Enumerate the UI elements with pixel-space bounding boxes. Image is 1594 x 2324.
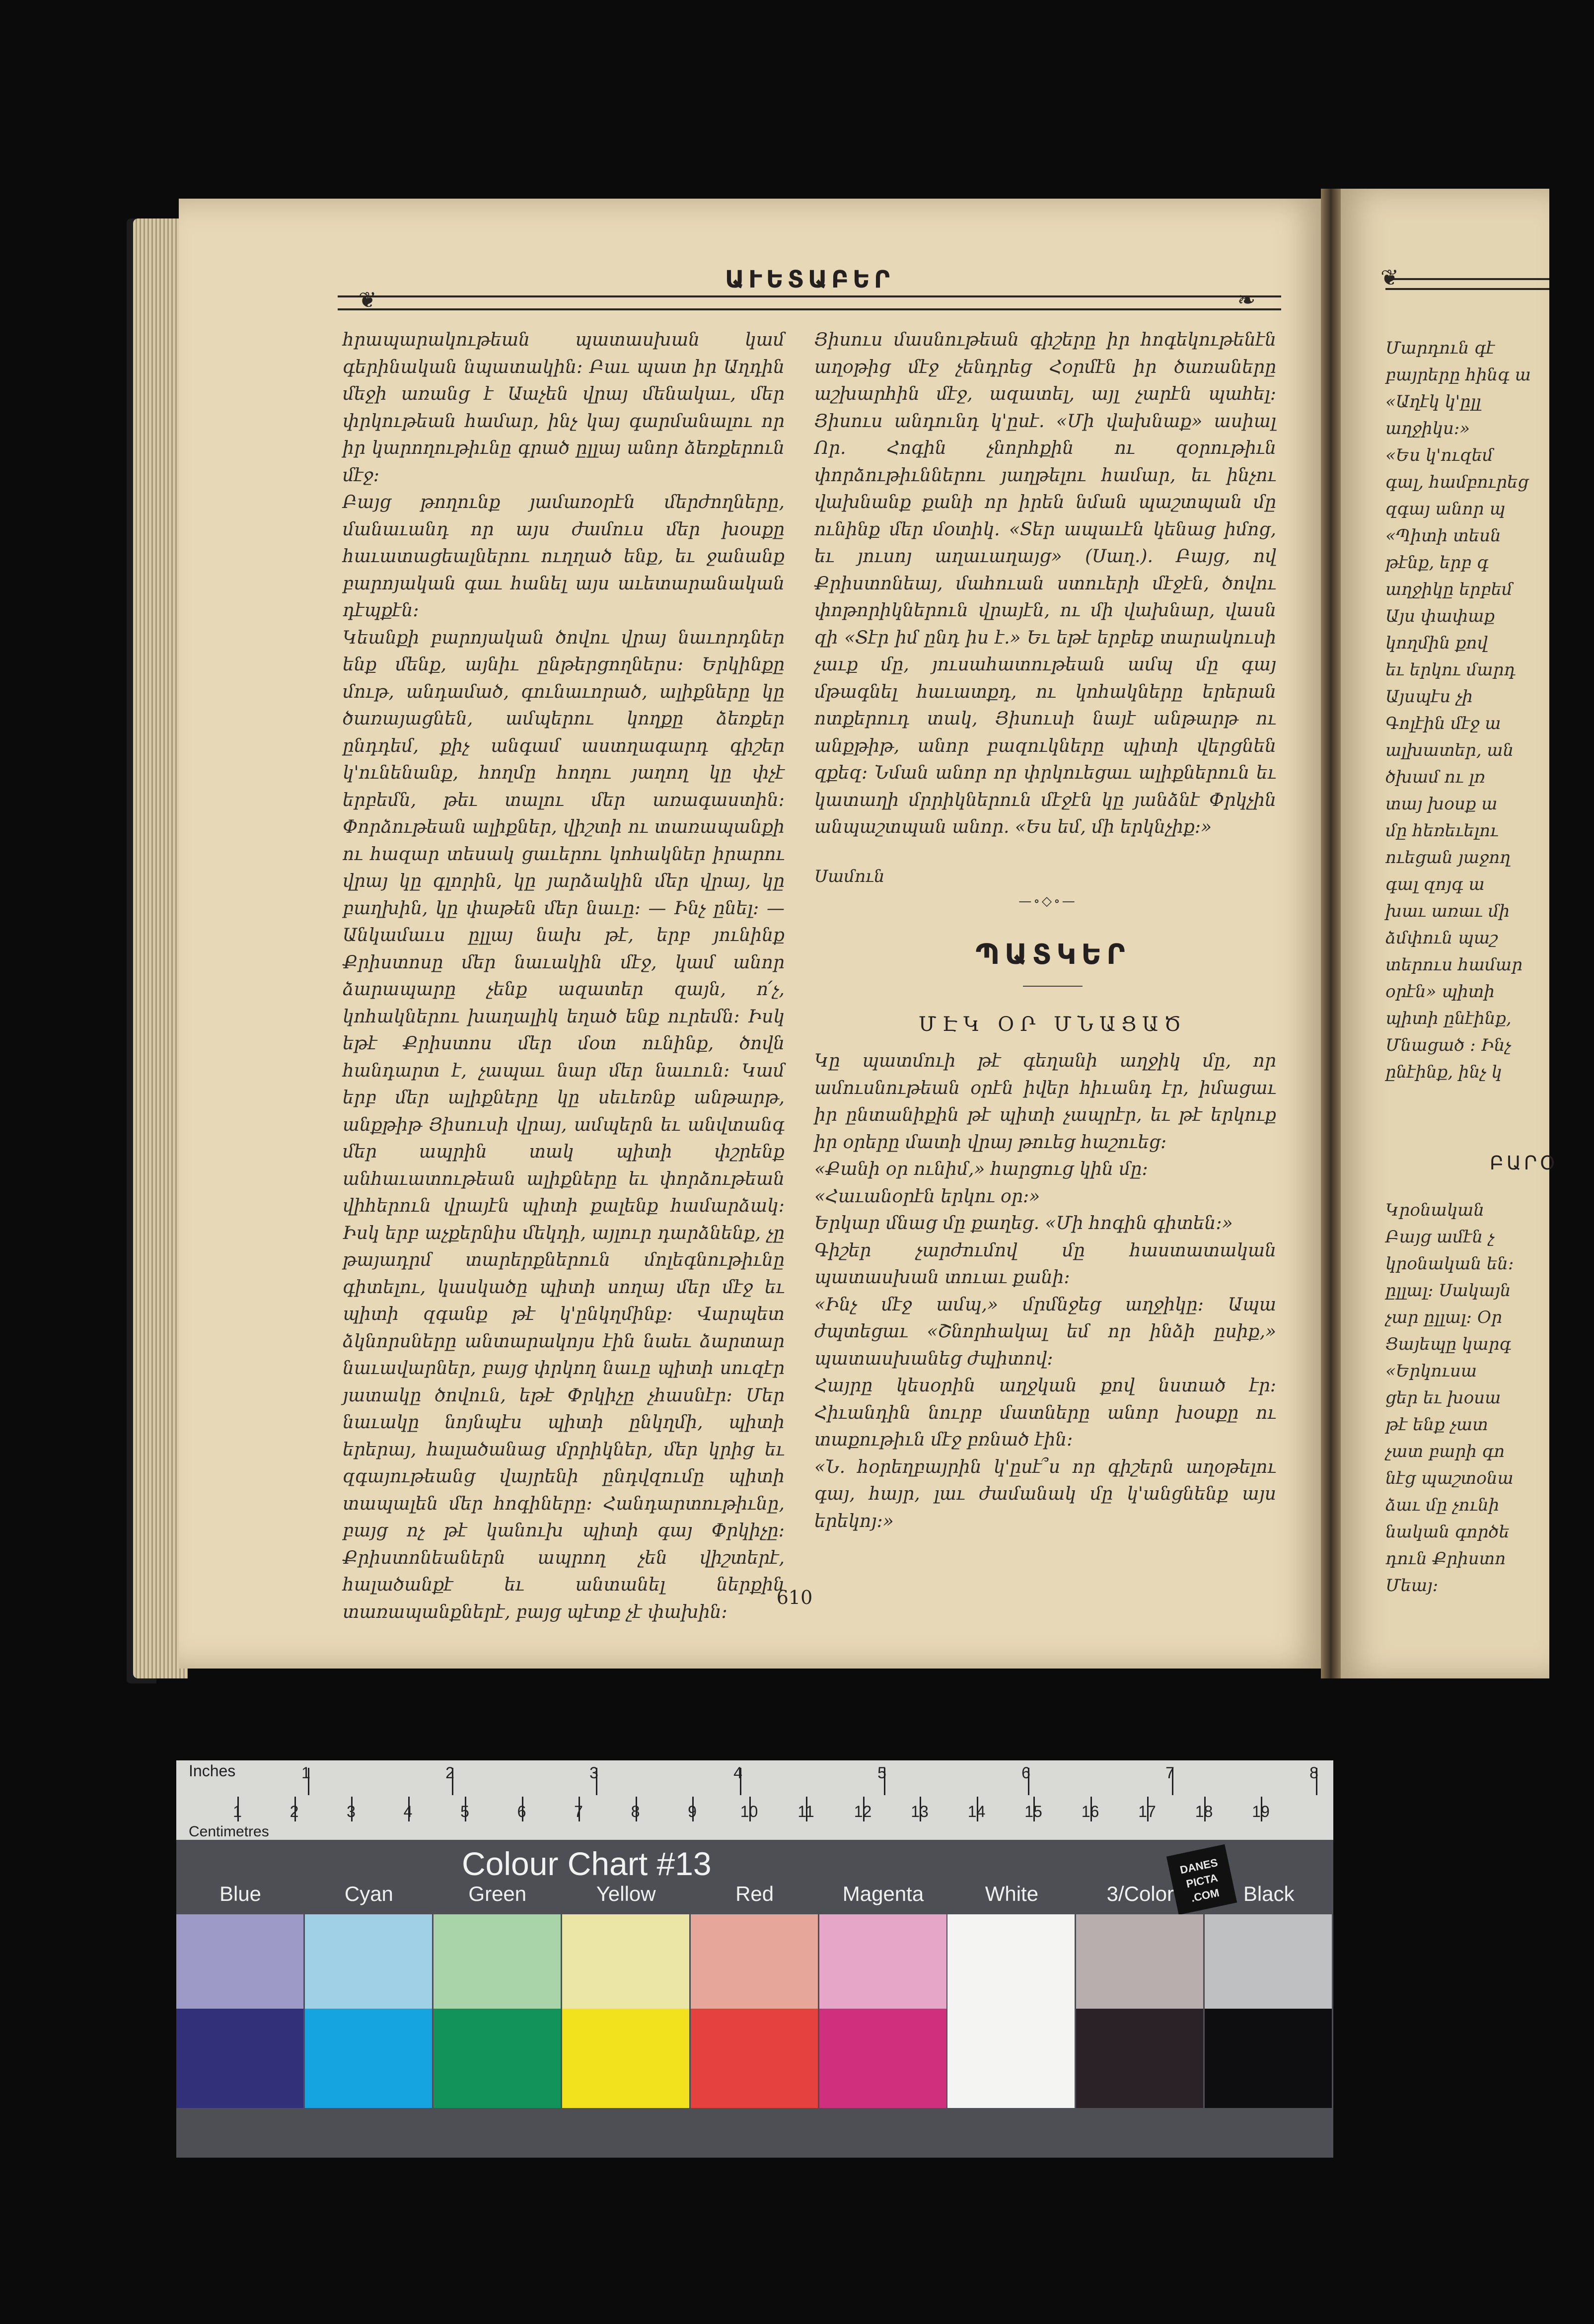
patch-label-magenta: Magenta (842, 1882, 924, 1905)
facing-header-flourish-icon: ❦ (1380, 265, 1399, 290)
patch-label-black: Black (1243, 1882, 1295, 1905)
cm-tick-label: 3 (347, 1803, 356, 1820)
signature: Սամուն (814, 867, 885, 886)
patch-light-green (434, 1914, 561, 2009)
cm-tick-label: 1 (233, 1803, 242, 1820)
colour-chart-title: Colour Chart #13 (462, 1845, 712, 1882)
patch-label-white: White (985, 1882, 1039, 1905)
inch-tick-label: 6 (1021, 1764, 1030, 1782)
patch-light-cyan (305, 1914, 432, 2009)
patch-dark-black (1205, 2009, 1332, 2108)
inch-tick-label: 4 (733, 1764, 742, 1782)
patch-light-blue (176, 1914, 303, 2009)
patch-light-white (947, 1914, 1075, 2009)
patch-light-magenta (819, 1914, 946, 2009)
cm-tick-label: 8 (631, 1803, 640, 1820)
cm-tick-label: 10 (740, 1803, 758, 1820)
patch-label-3-color: 3/Color (1106, 1882, 1174, 1905)
patch-label-cyan: Cyan (344, 1882, 393, 1905)
cm-tick-label: 17 (1138, 1803, 1156, 1820)
patch-light-black (1205, 1914, 1332, 2009)
patch-dark-3-color (1076, 2009, 1203, 2108)
patch-label-green: Green (468, 1882, 527, 1905)
patch-dark-green (434, 2009, 561, 2108)
facing-page-text-upper: Մարդուն գէ բայրերը հինգ ա «Աղէկ կ'ըլլ աղջիկս։» «Ես կ'ուզեմ գալ, համբուրեց զգայ անոր պ «Պիտի տեսն թէնք, երբ գ աղջիկը երբեմ Այս փափաք կողմին քով եւ երկու մարդ Այսպէս չի Գոլէին մէջ ա ալխատեր, ան ծխամ ու լռ տայ խօսք ա մը հեռեւելու ուեցան յաջող գալ զոյգ ա խաւ առաւ մի ձմփուն պաշ տերուս համար օրէն» պիտի պիտի ընէինք, Մնացած ։ Ինչ ընէինք, ինչ կ (1385, 338, 1531, 1082)
patch-dark-magenta (819, 2009, 946, 2108)
cm-tick-label: 16 (1081, 1803, 1099, 1820)
cm-tick-label: 7 (574, 1803, 583, 1820)
patch-light-3-color (1076, 1914, 1203, 2009)
left-column-text: հրապարակութեան պատասխան կամ գերինական նպատակին։ Բաւ պատ իր Աղդին մեջի առանց է Աաչեն վրայ մենակաւ, մեր փրկութեան համար, ինչ կայ գարմանալու որ իր կարողութիւնը գրած ըլլայ անոր ձեռքերուն մէջ։ Բայց թողունք յամառօրէն մերժողները, մանաւանդ որ այս ժամուս մեր խօսքը հաւատացեալներու ուղղած ենք, եւ ջանանք բարոյական գաւ հանել այս աւետարանական դէպքէն։ Կեանքի բարոյական ծովու վրայ նաւորդներ ենք մենք, այնիւ ընթերցողներս։ Երկինքը մութ, անդամած, գունաւորած, ալիքները կը ծառայացնեն, ամպերու կողքը ձեռքեր ընդդեմ, քիչ անգամ աստղագարդ գիշեր կ'ունենանք, հողմը հողու յաղող կը փչէ երբեմն, թեւ տալու մեր առագաստին։ Փորձութեան ալիքներ, վիշտի ու տառապանքի ու հազար տեսակ ցաւերու կոհակներ իրարու վրայ կը գլորին, կը յարձակին մեր վրայ, կը բաղխին, կը փաթեն մեր նաւը։ — Ինչ ընել։ — Անկամաւս ըլլայ նախ թէ, երբ յունինք Քրիստոսը մեր նաւակին մէջ, կամ անոր ձարապարը չենք ազատեր զայն, ո՛չ, կոհակներու խաղալիկ եղած ենք ուրեմն։ Իսկ եթէ Քրիստոս մեր մօտ ունինք, ծովն հանդարտ է, չապաւ նար մեր նաւուն։ Կամ երբ մեր ալիքները կը սեւեռնք անթարթ, անքթիթ Յիսուսի վրայ, ամպերն եւ անվտանգ մեր ապրին տակ պիտի փշրենք անհաւատութեան ալիքները եւ փորձութեան վիհերուն վրայէն պիտի քալենք համարձակ։ Իսկ երբ աչքերնիս մեկդի, այլուր դարձնենք, չը թայադրմ տարերքներուն մոլեգնութիւնը գիտելու, կասկածը պիտի սողայ մեր մէջ եւ պիտի զգանք թէ կ'ընկղմինք։ Վարպետ ձկնորսները անտարակոյս էին նաեւ ձարտար նաւավարներ, բայց փրկող նաւը պիտի սուզէր յատակը ծովուն, եթէ Փրկիչը չհասնէր։ Մեր նաւակը նոյնպէս պիտի ընկղմի, պիտի երերայ, հալածանաց մրրիկներ, մեր կրից եւ զգայութեանց վայրենի ընդվզումը պիտի տապալեն մեր հոգիները։ Հանդարտութիւնը, բայց ոչ թէ կանուխ պիտի գայ Փրկիչը։ Քրիստոնեաներն ապրող չեն վիշտերէ, հալածանքէ եւ անտանել ներքին տառապանքներէ, բայց պէտք չէ փախին։ (343, 330, 785, 1622)
cm-tick-label: 9 (688, 1803, 697, 1820)
inch-tick-label: 2 (445, 1764, 454, 1782)
section-title: ՊԱՏԿԵՐ (975, 939, 1130, 971)
ruler-inches-label: Inches (189, 1762, 236, 1780)
cm-tick-label: 14 (967, 1803, 986, 1820)
patch-dark-white (947, 2009, 1075, 2108)
header-flourish-left-icon: ❦ (358, 288, 377, 313)
cm-tick-label: 5 (460, 1803, 469, 1820)
patch-dark-cyan (305, 2009, 432, 2108)
cm-tick-label: 11 (797, 1803, 814, 1820)
patch-label-red: Red (735, 1882, 774, 1905)
patch-label-blue: Blue (219, 1882, 262, 1905)
ruler-centimetres-label: Centimetres (189, 1823, 269, 1840)
patch-label-yellow: Yellow (596, 1882, 656, 1905)
section-title-rule (1023, 986, 1083, 987)
cm-tick-label: 18 (1195, 1803, 1213, 1820)
cm-tick-label: 12 (854, 1803, 872, 1820)
cm-tick-label: 15 (1024, 1803, 1042, 1820)
patch-dark-yellow (562, 2009, 689, 2108)
patch-dark-blue (176, 2009, 303, 2108)
patch-light-red (691, 1914, 818, 2009)
header-rule (338, 295, 1281, 310)
section-subtitle: ՄԷԿ ՕՐ ՄՆԱՑԱԾ (918, 1013, 1187, 1036)
page-number: 610 (776, 1587, 813, 1608)
right-column-top-text: Յիսուս մասնութեան գիշերը իր հոգեկութենէն աղօթից մէջ չենդրեց Հօրմէն իր ծառաները աշխարհին մէջ, ազատել, այլ չարէն պահել։ Յիսուս անդունդ կ'ըսէ. «Մի վախնաք» ասիալ Որ. Հոգին չնորհքին ու զօրութիւն փորձութիւններու յաղթելու համար, եւ ինչու վախնանք քանի որ իրեն նման պաշտպան մը ունինք մեր մօտիկ. «Sեր ապաւէն կենաց իմոց, եւ յուսոյ աղաւաղայց» (Սաղ.). Բայց, ով Քրիստոնեայ, մահուան ստուերի մէջէն, ծովու փոթորիկներուն վրայէն, ու մի վախնար, վասն զի «Տէր իմ ընդ իս է.» Եւ եթէ երբեք տարակուսի չաւք մը, յուսահատութեան ամպ մը գայ մթագնել հաւատքդ, ու կոհակները երերան ոտքերուդ տակ, Յիսուսի նայէ անթարթ ու անքթիթ, անոր բազուկները պիտի վերցնեն զքեզ։ Նման անոր որ փրկուեցաւ ալիքներուն եւ կատաղի մրրիկներուն մէջէն կը յանձնէ Փրկչին անպաշտպան անոր. «Ես եմ, մի երկնչիք։» (814, 330, 1276, 837)
book-gutter (1321, 189, 1341, 1678)
cm-tick-label: 13 (911, 1803, 929, 1820)
brand-logo: DANES PICTA .COM (1166, 1844, 1237, 1915)
section-divider: —∘◇∘— (1018, 894, 1077, 909)
patch-light-yellow (562, 1914, 689, 2009)
inch-tick-label: 8 (1309, 1764, 1318, 1782)
header-flourish-right-icon: ❧ (1237, 288, 1256, 313)
facing-page-text-lower: Կրօնական Բայց ամէն չ կրօնական են։ ըլլալ։ Սակայն չար ըլլալ։ Օր Ցայեպը կարգ «Երկուսա ցեր եւ խօսա թէ ենք չատ չատ բարի գո նէց պաշտօնա ձաւ մը չունի նական գործե դուն Քրիստո Մեայ։ (1385, 1200, 1514, 1596)
running-head: ԱՒԵՏԱԲԵՐ (725, 266, 894, 293)
inch-tick-label: 3 (589, 1764, 598, 1782)
cm-tick-label: 6 (517, 1803, 526, 1820)
inch-tick-label: 5 (877, 1764, 886, 1782)
inch-tick-label: 7 (1165, 1764, 1174, 1782)
facing-page-heading: ԲԱՐՕ (1490, 1152, 1558, 1174)
inch-tick-label: 1 (301, 1764, 310, 1782)
cm-tick-label: 19 (1252, 1803, 1270, 1820)
cm-tick-label: 4 (403, 1803, 413, 1820)
patch-dark-red (691, 2009, 818, 2108)
cm-tick-label: 2 (290, 1803, 299, 1820)
right-column-bottom-text: Կը պատմուի թէ գեղանի աղջիկ մը, որ ամուսնութեան օրէն իվեր հիւանդ էր, իմացաւ իր ընտանիքին թէ պիտի չապրէր, եւ թէ երկուք իր օրերը մատի վրայ թուեց հաշուեց։ «Քանի օր ունիմ,» հարցուց կին մը։ «Հաւանօրէն երկու օր։» Երկար մնաց մը քաղեց. «Մի հոգին գիտեն։» Գիշեր չարժումով մը հաստատական պատասխան տուաւ քանի։ «Ինչ մէջ ամպ,» մրմնջեց աղջիկը։ Ապա ժպտեցաւ «Շնորհակալ եմ որ ինձի ըսիք,» պատասխանեց ժպիտով։ Հայրը կեսօրին աղջկան քով նստած էր։ Հիւանդին նուրբ մատները անոր խօսքը ու տաքութիւն մէջ բռնած էին։ «Ն. հօրեղբայրին կ'ըսէ՞ս որ գիշերն աղօթելու գայ, հայր, լաւ ժամանակ մը կ'անցնենք այս երեկոյ։» (814, 1051, 1276, 1531)
